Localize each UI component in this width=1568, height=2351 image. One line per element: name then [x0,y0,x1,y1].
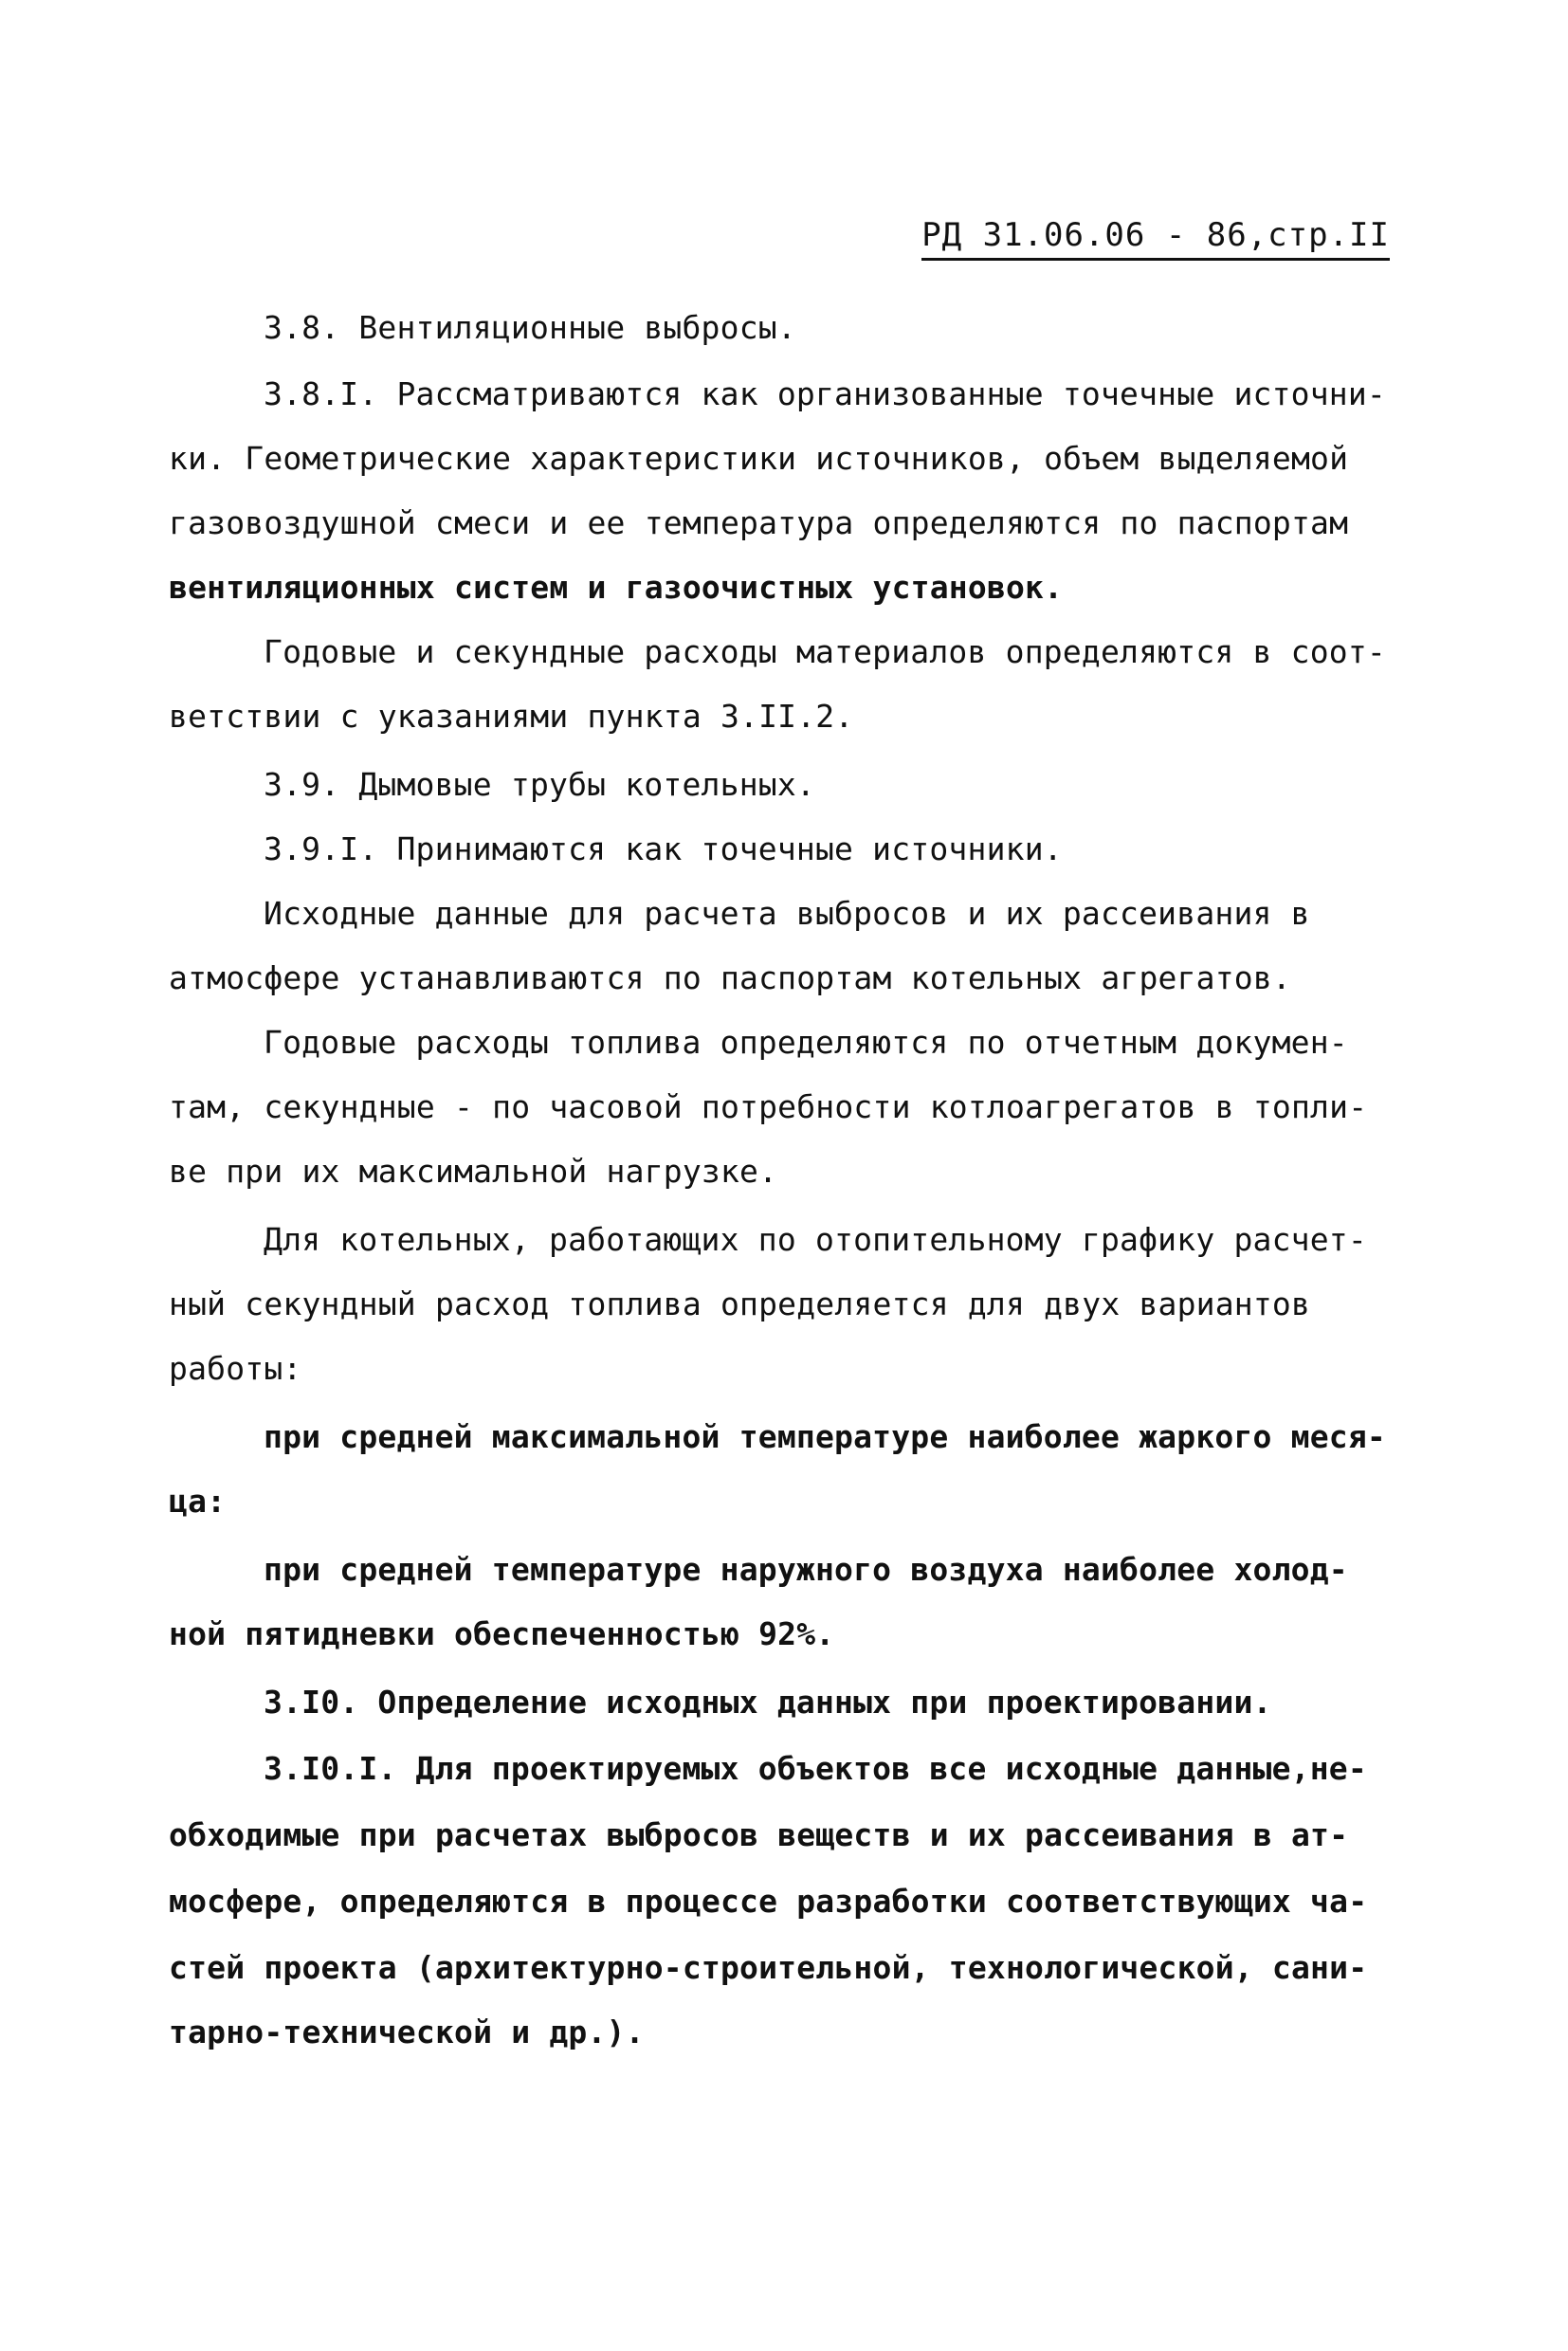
page-header: РД 31.06.06 - 86,стр.II [921,216,1390,261]
text-line: вентиляционных систем и газоочистных установок. [169,569,1064,606]
text-line: Годовые расходы топлива определяются по отчетным докумен- [264,1024,1348,1061]
text-line: ной пятидневки обеспеченностью 92%. [169,1615,835,1652]
text-line: мосфере, определяются в процессе разработки соответствующих ча- [169,1883,1368,1920]
section-3-10-heading: 3.I0. Определение исходных данных при проектировании. [264,1684,1272,1721]
text-line: ки. Геометрические характеристики источников, объем выделяемой [169,440,1349,477]
text-line: 3.9.I. Принимаются как точечные источники. [264,830,1063,867]
text-line: атмосфере устанавливаются по паспортам котельных агрегатов. [169,959,1291,996]
text-line: Годовые и секундные расходы материалов определяются в соот- [264,633,1386,670]
section-3-9-heading: 3.9. Дымовые трубы котельных. [264,766,815,803]
text-line: при средней максимальной температуре наиболее жаркого меся- [264,1418,1386,1455]
text-line: при средней температуре наружного воздуха наиболее холод- [264,1551,1348,1588]
text-line: там, секундные - по часовой потребности котлоагрегатов в топли- [169,1088,1368,1125]
text-line: 3.8.I. Рассматриваются как организованные точечные источни- [264,375,1386,412]
text-line: ца: [169,1483,227,1520]
text-line: 3.I0.I. Для проектируемых объектов все исходные данные,не- [264,1750,1367,1787]
section-3-8-heading: 3.8. Вентиляционные выбросы. [264,309,796,346]
text-line: работы: [169,1350,302,1387]
text-line: газовоздушной смеси и ее температура определяются по паспортам [169,504,1349,541]
text-line: ве при их максимальной нагрузке. [169,1153,778,1190]
text-line: ветствии с указаниями пункта 3.II.2. [169,698,854,735]
text-line: стей проекта (архитектурно-строительной, технологической, сани- [169,1949,1368,1986]
text-line: Для котельных, работающих по отопительному графику расчет- [264,1221,1367,1258]
text-line: ный секундный расход топлива определяется для двух вариантов [169,1285,1311,1322]
text-line: обходимые при расчетах выбросов веществ и их рассеивания в ат- [169,1816,1349,1853]
text-line: Исходные данные для расчета выбросов и их рассеивания в [264,895,1310,932]
text-line: тарно-технической и др.). [169,2014,645,2050]
